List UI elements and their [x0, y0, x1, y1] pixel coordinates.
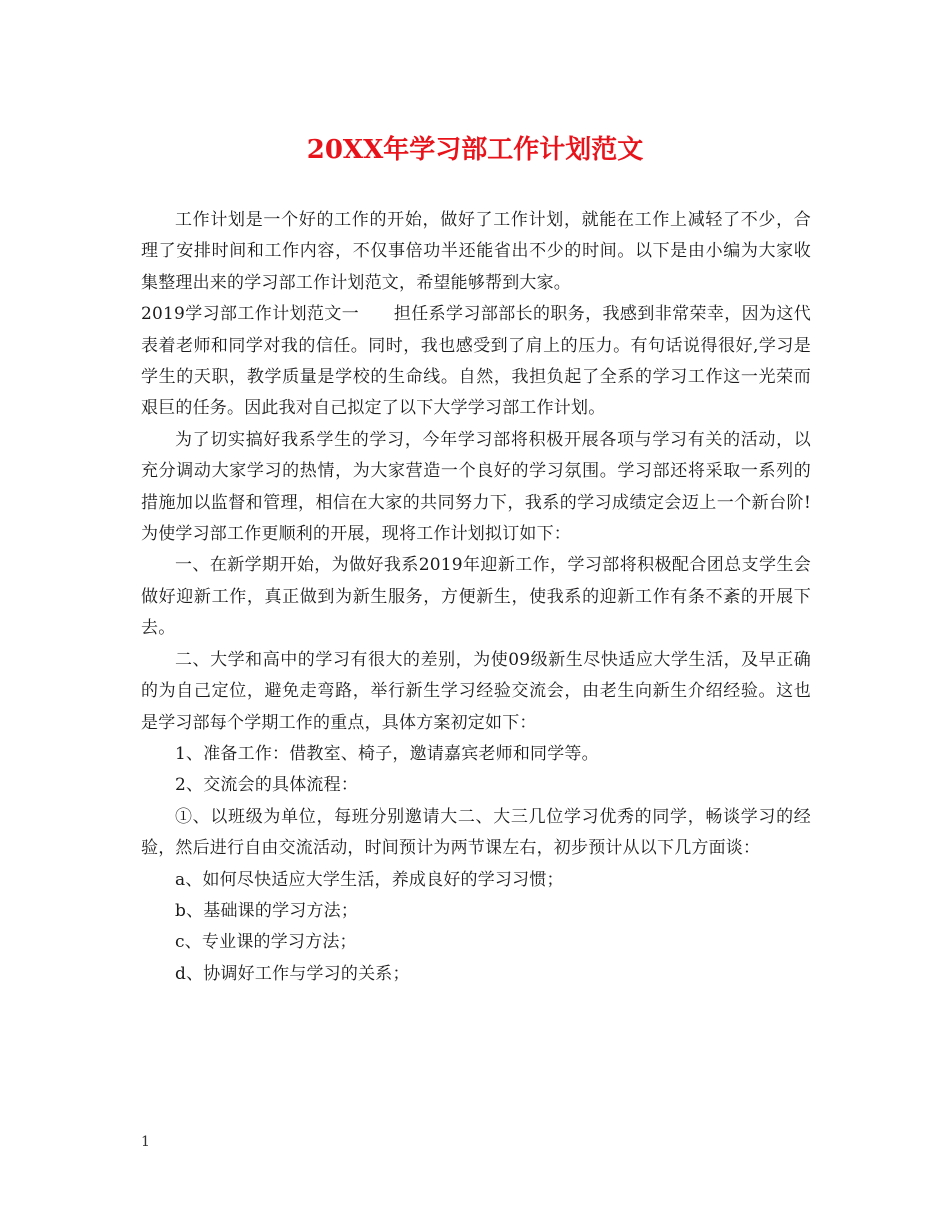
- document-body: [141, 205, 811, 990]
- paragraph: 2、交流会的具体流程：: [175, 775, 359, 796]
- paragraph: 一、在新学期开始，为做好我系2019年迎新工作，学习部将积极配合团总支学生会做好迎新工作，真正做到为新生服务，方便新生，使我系的迎新工作有条不紊的开展下去。: [141, 555, 811, 639]
- paragraph: 二、大学和高中的学习有很大的差别，为使09级新生尽快适应大学生活，及早正确的为自己定位，避免走弯路，举行新生学习经验交流会，由老生向新生介绍经验。这也是学习部每个学期工作的重点，具体方案初定如下：: [141, 649, 811, 733]
- paragraph: 为了切实搞好我系学生的学习，今年学习部将积极开展各项与学习有关的活动，以充分调动大家学习的热情，为大家营造一个良好的学习氛围。学习部还将采取一系列的措施加以监督和管理，相信在大家的共同努力下，我系的学习成绩定会迈上一个新台阶!为使学习部工作更顺利的开展，现将工作计划拟订如下：: [141, 429, 811, 545]
- document-title: 20XX年学习部工作计划范文: [306, 135, 644, 165]
- paragraph: 工作计划是一个好的工作的开始，做好了工作计划，就能在工作上减轻了不少，合理了安排时间和工作内容，不仅事倍功半还能省出不少的时间。以下是由小编为大家收集整理出来的学习部工作计划范文，希望能够帮到大家。: [141, 210, 811, 293]
- paragraph: c、专业课的学习方法；: [175, 932, 357, 953]
- paragraph: a、如何尽快适应大学生活，养成良好的学习习惯；: [175, 869, 564, 890]
- paragraph: 2019学习部工作计划范文一 担任系学习部部长的职务，我感到非常荣幸，因为这代表着老师和同学对我的信任。同时，我也感受到了肩上的压力。有句话说得很好,学习是学生的天职，教学质量是学校的生命线。自然，我担负起了全系的学习工作这一光荣而艰巨的任务。因此我对自己拟定了以下大学学习部工作计划。: [141, 304, 811, 419]
- page-number: 1: [141, 1134, 150, 1150]
- paragraph: 1、准备工作：借教室、椅子，邀请嘉宾老师和同学等。: [175, 743, 599, 764]
- paragraph: b、基础课的学习方法；: [175, 900, 359, 921]
- paragraph: ①、以班级为单位，每班分别邀请大二、大三几位学习优秀的同学，畅谈学习的经验，然后进行自由交流活动，时间预计为两节课左右，初步预计从以下几方面谈：: [141, 806, 811, 859]
- paragraph: d、协调好工作与学习的关系；: [175, 963, 410, 984]
